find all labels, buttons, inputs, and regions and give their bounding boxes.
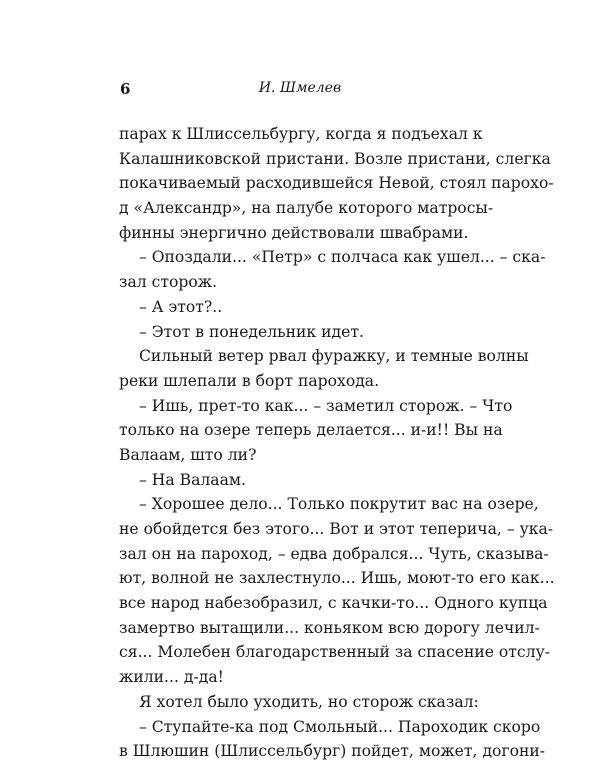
text-line: покачиваемый расходившейся Невой, стоял парохо- (119, 174, 554, 193)
text-line: д «Александр», на палубе которого матросы- (119, 199, 494, 218)
running-title: И. Шмелев (258, 80, 342, 96)
text-line: ют, волной не захлестнуло... Ишь, моют-то его как... (119, 569, 555, 588)
text-line: финны энергично действовали швабрами. (119, 223, 469, 242)
body-text (119, 122, 555, 764)
text-line: Сильный ветер рвал фуражку, и темные волны (139, 347, 529, 366)
text-line: Валаам, што ли? (119, 445, 257, 464)
text-line: все народ набезобразил, с качки-то... Одного купца (119, 594, 548, 613)
text-line: зал сторож. (119, 273, 218, 292)
text-line: жили... д-да! (119, 668, 224, 687)
text-line: – Ступайте-ка под Смольный... Пароходик скоро (139, 717, 541, 736)
text-line: в Шлюшин (Шлиссельбург) пойдет, может, догони- (119, 742, 546, 761)
text-line: – Ишь, прет-то как... – заметил сторож. – Что (139, 396, 513, 415)
text-line: только на озере теперь делается... и-и!! Вы на (119, 421, 503, 440)
text-line: – Хорошее дело... Только покрутит вас на озере, (139, 495, 539, 514)
text-line: Я хотел было уходить, но сторож сказал: (139, 692, 479, 711)
text-line: – На Валаам. (139, 470, 246, 489)
text-line: реки шлепали в борт парохода. (119, 371, 380, 390)
page-number: 6 (120, 80, 131, 98)
text-line: не обойдется без этого... Вот и этот теперича, – ука- (119, 520, 554, 538)
text-line: ся... Молебен благодарственный за спасение отслу- (119, 643, 551, 662)
text-line: парах к Шлиссельбургу, когда я подъехал к (119, 125, 483, 143)
text-line: Калашниковской пристани. Возле пристани, слегка (119, 149, 551, 168)
text-line: зал он на пароход, – едва добрался... Чуть, сказыва- (119, 544, 549, 563)
text-line: – Опоздали... «Петр» с полчаса как ушел... – ска- (139, 248, 546, 267)
text-line: замертво вытащили... коньяком всю дорогу лечил- (119, 618, 540, 637)
text-line: – Этот в понедельник идет. (139, 322, 364, 341)
text-line: – А этот?.. (139, 297, 223, 316)
